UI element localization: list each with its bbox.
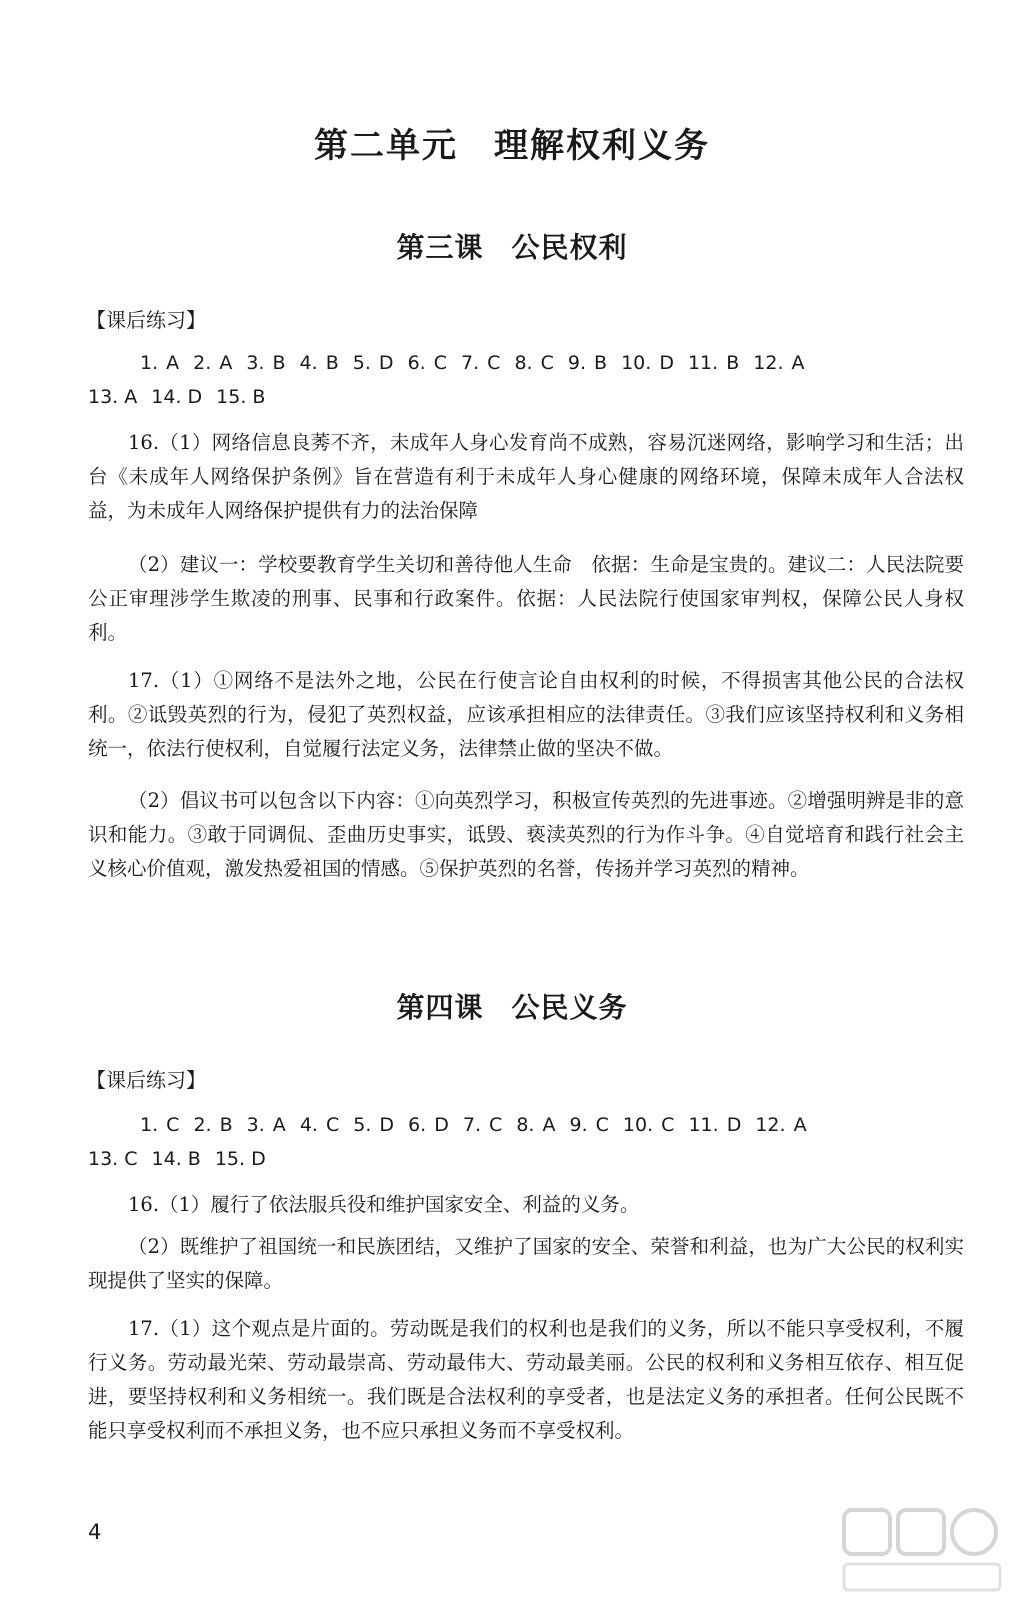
answer-item: 13. C bbox=[88, 1148, 138, 1170]
answer-item: 6. C bbox=[407, 352, 447, 374]
answer-item: 4. B bbox=[299, 352, 339, 374]
lesson3-section-label: 【课后练习】 bbox=[86, 308, 206, 332]
answer-item: 5. D bbox=[353, 1114, 395, 1136]
lesson4-answers-row1 bbox=[88, 1108, 960, 1142]
unit-title bbox=[0, 118, 1024, 167]
lesson3-q17-part2: （2）倡议书可以包含以下内容：①向英烈学习，积极宣传英烈的先进事迹。②增强明辨是非的意识和能力。③敢于同调侃、歪曲历史事实，诋毁、亵渎英烈的行为作斗争。④自觉培育和践行社会主义核心价值观，激发热爱祖国的情感。⑤保护英烈的名誉，传扬并学习英烈的精神。 bbox=[88, 789, 964, 880]
answer-item: 10. C bbox=[622, 1114, 675, 1136]
answer-item: 8. C bbox=[514, 352, 554, 374]
lesson4-title bbox=[0, 986, 1024, 1026]
answer-item: 6. D bbox=[408, 1114, 449, 1136]
answer-item: 8. A bbox=[516, 1114, 556, 1136]
answer-item: 12. A bbox=[753, 352, 805, 374]
lesson4-q17-part1: 17.（1）这个观点是片面的。劳动既是我们的权利也是我们的义务，所以不能只享受权利，不履行义务。劳动最光荣、劳动最崇高、劳动最伟大、劳动最美丽。公民的权利和义务相互依存、相互促进，要坚持权利和义务相统一。我们既是合法权利的享受者，也是法定义务的承担者。任何公民既不能只享受权利而不承担义务，也不应只承担义务而不享受权利。 bbox=[88, 1317, 964, 1442]
answer-item: 14. B bbox=[151, 1148, 201, 1170]
answer-item: 10. D bbox=[621, 352, 674, 374]
unit-title-number: 第二单元 bbox=[314, 126, 458, 166]
answer-item: 13. A bbox=[88, 386, 138, 408]
lesson3-title-text: 公民权利 bbox=[511, 231, 628, 264]
answer-item: 12. A bbox=[755, 1114, 807, 1136]
lesson4-q16-part1: 16.（1）履行了依法服兵役和维护国家安全、利益的义务。 bbox=[128, 1193, 640, 1216]
answer-item: 9. B bbox=[567, 352, 608, 374]
lesson3-q16-part2: （2）建议一：学校要教育学生关切和善待他人生命 依据：生命是宝贵的。建议二：人民法院要公正审理涉学生欺凌的刑事、民事和行政案件。依据：人民法院行使国家审判权，保障公民人身权利。 bbox=[88, 553, 964, 644]
answer-item: 1. C bbox=[140, 1114, 180, 1136]
answer-item: 3. B bbox=[246, 352, 286, 374]
answer-item: 9. C bbox=[569, 1114, 609, 1136]
answer-item: 11. B bbox=[687, 352, 740, 374]
lesson4-section-label: 【课后练习】 bbox=[86, 1068, 206, 1092]
unit-title-text: 理解权利义务 bbox=[494, 126, 710, 166]
lesson3-q17-part1: 17.（1）①网络不是法外之地，公民在行使言论自由权利的时候，不得损害其他公民的合法权利。②诋毁英烈的行为，侵犯了英烈权益，应该承担相应的法律责任。③我们应该坚持权利和义务相统一，依法行使权利，自觉履行法定义务，法律禁止做的坚决不做。 bbox=[88, 669, 964, 760]
answer-item: 7. C bbox=[461, 352, 501, 374]
lesson4-title-number: 第四课 bbox=[396, 991, 484, 1024]
lesson3-answers bbox=[88, 346, 960, 414]
watermark-logo-icon bbox=[838, 1506, 1006, 1594]
answer-item: 2. A bbox=[193, 352, 233, 374]
lesson3-title-number: 第三课 bbox=[396, 231, 484, 264]
lesson4-answers-row2 bbox=[88, 1142, 960, 1176]
lesson3-q16-part1: 16.（1）网络信息良莠不齐，未成年人身心发育尚不成熟，容易沉迷网络，影响学习和生活；出台《未成年人网络保护条例》旨在营造有利于未成年人身心健康的网络环境，保障未成年人合法权益，为未成年人网络保护提供有力的法治保障 bbox=[88, 431, 964, 522]
page-number: 4 bbox=[88, 1520, 102, 1544]
answer-item: 2. B bbox=[193, 1114, 233, 1136]
answer-item: 11. D bbox=[688, 1114, 742, 1136]
lesson4-title-text: 公民义务 bbox=[511, 991, 628, 1024]
lesson3-title bbox=[0, 226, 1024, 266]
answer-item: 1. A bbox=[140, 352, 180, 374]
answer-item: 3. A bbox=[246, 1114, 286, 1136]
answer-item: 14. D bbox=[151, 386, 203, 408]
answer-item: 15. B bbox=[216, 386, 266, 408]
lesson4-q16-part2: （2）既维护了祖国统一和民族团结，又维护了国家的安全、荣誉和利益，也为广大公民的权利实现提供了坚实的保障。 bbox=[88, 1235, 964, 1292]
lesson3-answers-row1 bbox=[88, 346, 960, 380]
lesson4-answers bbox=[88, 1108, 960, 1176]
answer-item: 4. C bbox=[299, 1114, 340, 1136]
answer-item: 7. C bbox=[462, 1114, 503, 1136]
lesson3-answers-row2 bbox=[88, 380, 960, 414]
answer-item: 15. D bbox=[214, 1148, 266, 1170]
answer-item: 5. D bbox=[352, 352, 394, 374]
